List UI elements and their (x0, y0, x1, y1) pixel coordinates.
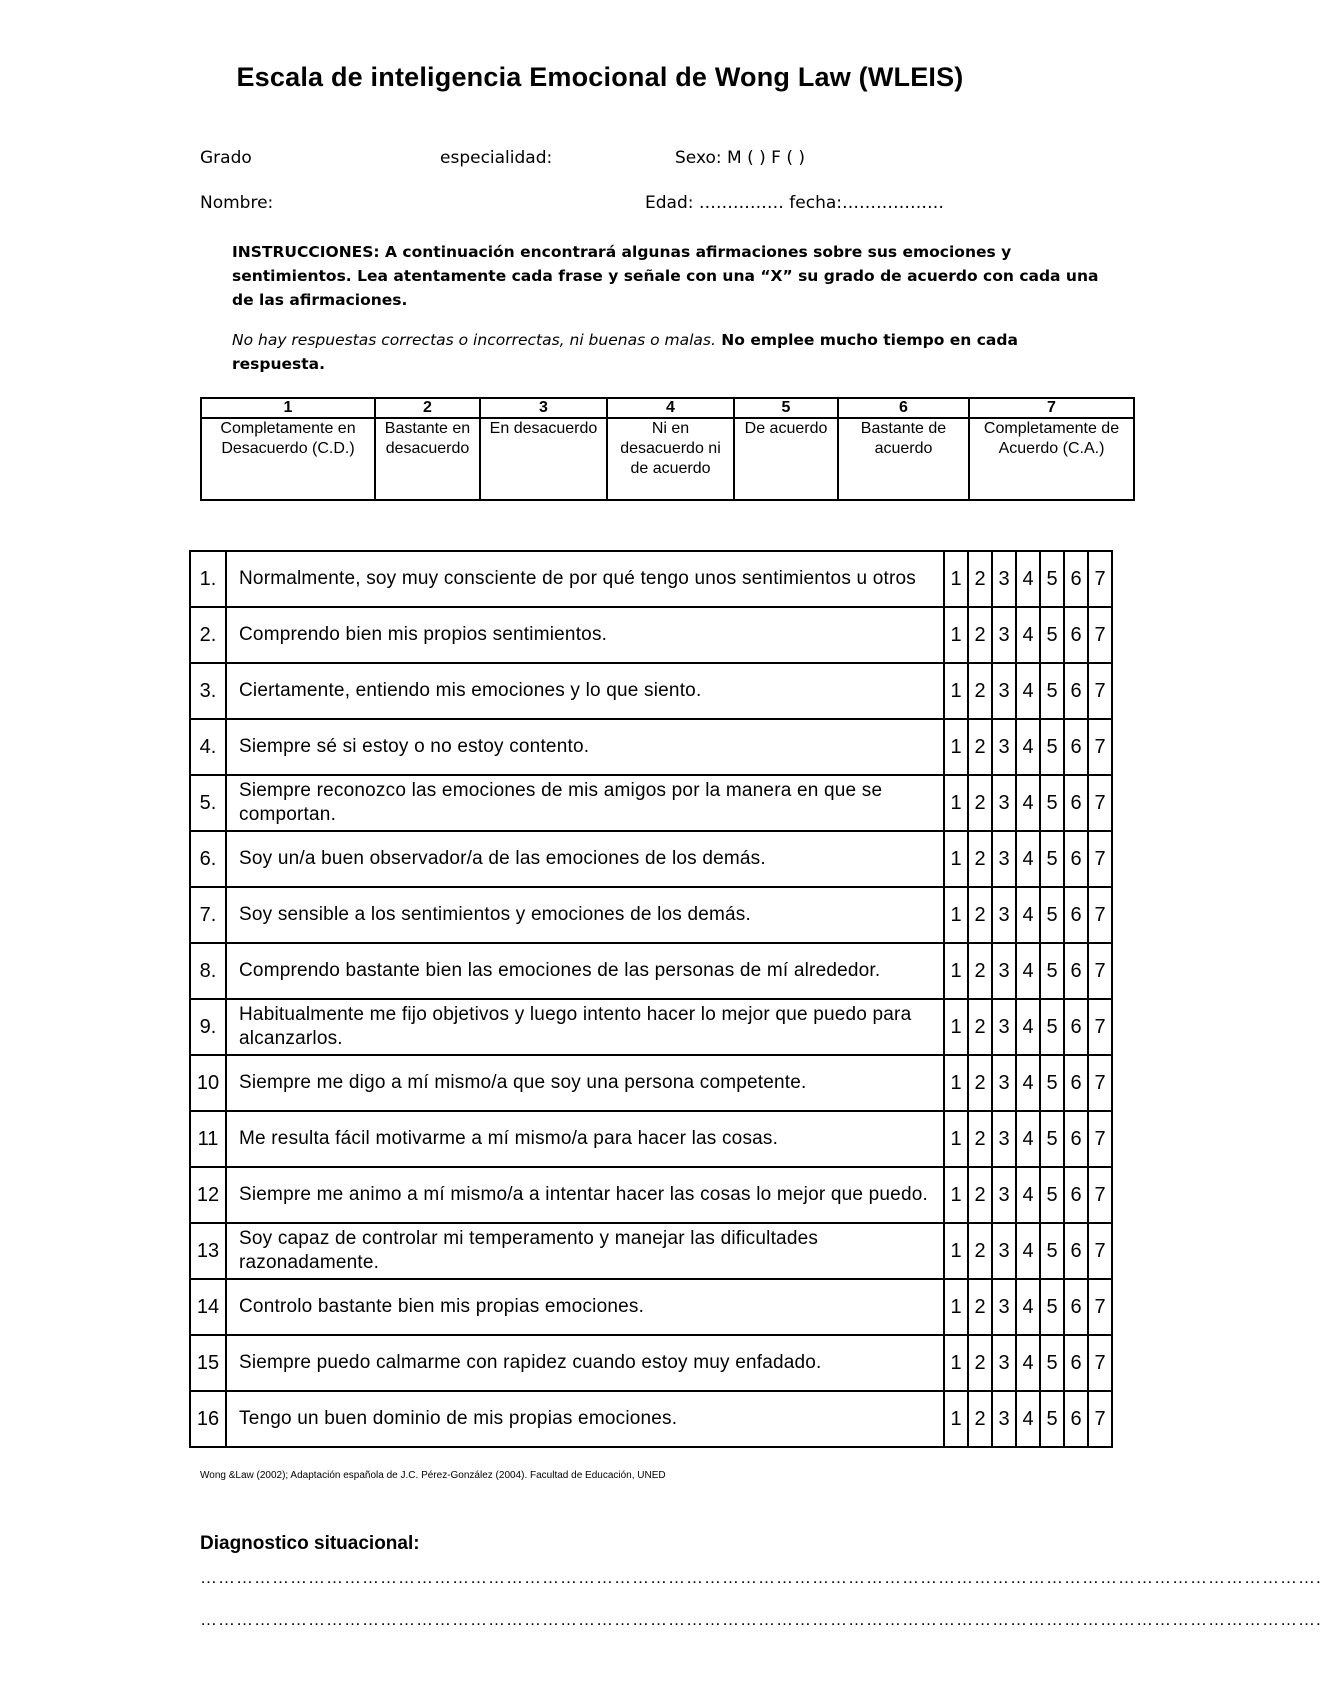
item-option-3[interactable]: 3 (992, 1335, 1016, 1391)
item-text: Habitualmente me fijo objetivos y luego intento hacer lo mejor que puedo para alcanzarlos. (226, 999, 944, 1055)
item-row (190, 1335, 1112, 1391)
item-option-1[interactable]: 1 (944, 1167, 968, 1223)
item-option-2[interactable]: 2 (968, 1055, 992, 1111)
item-option-1[interactable]: 1 (944, 663, 968, 719)
item-option-7[interactable]: 7 (1088, 1111, 1112, 1167)
item-option-7[interactable]: 7 (1088, 775, 1112, 831)
item-option-5[interactable]: 5 (1040, 663, 1064, 719)
item-text: Siempre me animo a mí mismo/a a intentar hacer las cosas lo mejor que puedo. (226, 1167, 944, 1223)
item-option-7[interactable]: 7 (1088, 1167, 1112, 1223)
item-number-cell (190, 719, 226, 775)
item-option-4[interactable]: 4 (1016, 1391, 1040, 1447)
item-text: Siempre reconozco las emociones de mis amigos por la manera en que se comportan. (226, 775, 944, 831)
scale-label: Ni en desacuerdo ni de acuerdo (607, 418, 734, 500)
item-option-1[interactable]: 1 (944, 1335, 968, 1391)
item-option-5[interactable]: 5 (1040, 831, 1064, 887)
item-option-2[interactable]: 2 (968, 887, 992, 943)
item-text: Comprendo bastante bien las emociones de las personas de mí alrededor. (226, 943, 944, 999)
item-option-6[interactable]: 6 (1064, 1111, 1088, 1167)
item-option-6[interactable]: 6 (1064, 719, 1088, 775)
item-text: Soy sensible a los sentimientos y emociones de los demás. (226, 887, 944, 943)
item-option-1[interactable]: 1 (944, 1055, 968, 1111)
item-option-2[interactable]: 2 (968, 1167, 992, 1223)
item-row (190, 1391, 1112, 1447)
item-number: 16 (196, 1408, 220, 1430)
grado-label: Grado (200, 148, 252, 168)
item-text: Comprendo bien mis propios sentimientos. (226, 607, 944, 663)
item-row (190, 1111, 1112, 1167)
item-number: 12 (196, 1184, 220, 1206)
item-number-cell (190, 831, 226, 887)
item-option-3[interactable]: 3 (992, 1167, 1016, 1223)
item-option-1[interactable]: 1 (944, 1111, 968, 1167)
item-option-1[interactable]: 1 (944, 719, 968, 775)
item-option-1[interactable]: 1 (944, 551, 968, 607)
items-body (190, 551, 1112, 1447)
item-option-5[interactable]: 5 (1040, 1111, 1064, 1167)
diagnostico-line-1[interactable]: ……………………………………………………………………………………………………………………………………………………………………. (200, 1568, 1322, 1587)
item-option-5[interactable]: 5 (1040, 887, 1064, 943)
item-number-cell (190, 1391, 226, 1447)
item-option-1[interactable]: 1 (944, 1279, 968, 1335)
item-option-7[interactable]: 7 (1088, 999, 1112, 1055)
item-number-cell (190, 607, 226, 663)
item-number-cell (190, 1111, 226, 1167)
item-number-cell (190, 1335, 226, 1391)
sexo-label: Sexo: M ( ) F ( ) (675, 148, 806, 168)
item-number: 13 (196, 1240, 220, 1262)
item-row (190, 943, 1112, 999)
item-option-4[interactable]: 4 (1016, 943, 1040, 999)
instructions-lead: INSTRUCCIONES: (232, 243, 380, 261)
item-option-4[interactable]: 4 (1016, 1167, 1040, 1223)
item-option-2[interactable]: 2 (968, 1111, 992, 1167)
item-text: Controlo bastante bien mis propias emociones. (226, 1279, 944, 1335)
item-option-4[interactable]: 4 (1016, 719, 1040, 775)
item-option-6[interactable]: 6 (1064, 1391, 1088, 1447)
item-text: Siempre me digo a mí mismo/a que soy una persona competente. (226, 1055, 944, 1111)
item-row (190, 719, 1112, 775)
item-row (190, 607, 1112, 663)
item-option-5[interactable]: 5 (1040, 551, 1064, 607)
item-number-cell (190, 1223, 226, 1279)
nombre-label: Nombre: (200, 193, 274, 213)
scale-label: Bastante de acuerdo (838, 418, 969, 500)
item-option-1[interactable]: 1 (944, 1223, 968, 1279)
item-option-6[interactable]: 6 (1064, 831, 1088, 887)
item-option-2[interactable]: 2 (968, 1223, 992, 1279)
item-option-4[interactable]: 4 (1016, 1279, 1040, 1335)
diagnostico-line-2[interactable]: ……………………………………………………………………………………………………………………………………………………………………. (200, 1610, 1322, 1629)
scale-num: 6 (838, 398, 969, 418)
item-option-1[interactable]: 1 (944, 831, 968, 887)
item-number: 5. (199, 792, 217, 814)
item-option-7[interactable]: 7 (1088, 887, 1112, 943)
item-number: 4. (199, 736, 217, 758)
item-option-4[interactable]: 4 (1016, 831, 1040, 887)
item-option-6[interactable]: 6 (1064, 1167, 1088, 1223)
item-number: 7. (199, 904, 217, 926)
item-option-3[interactable]: 3 (992, 1223, 1016, 1279)
scale-num: 2 (375, 398, 480, 418)
item-number: 3. (199, 680, 217, 702)
item-option-6[interactable]: 6 (1064, 1223, 1088, 1279)
item-row (190, 775, 1112, 831)
item-option-6[interactable]: 6 (1064, 1279, 1088, 1335)
item-option-6[interactable]: 6 (1064, 663, 1088, 719)
item-row (190, 1167, 1112, 1223)
item-text: Normalmente, soy muy consciente de por qué tengo unos sentimientos u otros (226, 551, 944, 607)
item-option-5[interactable]: 5 (1040, 1055, 1064, 1111)
item-option-2[interactable]: 2 (968, 1279, 992, 1335)
item-option-7[interactable]: 7 (1088, 1055, 1112, 1111)
item-number: 10 (196, 1072, 220, 1094)
item-number-cell (190, 1279, 226, 1335)
item-number: 1. (199, 568, 217, 590)
item-option-2[interactable]: 2 (968, 999, 992, 1055)
item-option-5[interactable]: 5 (1040, 999, 1064, 1055)
item-row (190, 831, 1112, 887)
scale-num: 4 (607, 398, 734, 418)
item-option-3[interactable]: 3 (992, 719, 1016, 775)
scale-num: 5 (734, 398, 838, 418)
item-option-2[interactable]: 2 (968, 719, 992, 775)
item-option-4[interactable]: 4 (1016, 663, 1040, 719)
item-option-6[interactable]: 6 (1064, 775, 1088, 831)
instructions-tail: No emplee mucho tiempo en cada respuesta. (232, 331, 1018, 373)
item-option-3[interactable]: 3 (992, 1055, 1016, 1111)
item-option-4[interactable]: 4 (1016, 887, 1040, 943)
item-option-6[interactable]: 6 (1064, 943, 1088, 999)
scale-num: 3 (480, 398, 607, 418)
item-option-1[interactable]: 1 (944, 999, 968, 1055)
item-text: Me resulta fácil motivarme a mí mismo/a para hacer las cosas. (226, 1111, 944, 1167)
item-text: Soy capaz de controlar mi temperamento y manejar las dificultades razonadamente. (226, 1223, 944, 1279)
instructions (232, 240, 1112, 376)
item-option-2[interactable]: 2 (968, 831, 992, 887)
item-option-6[interactable]: 6 (1064, 1335, 1088, 1391)
item-option-5[interactable]: 5 (1040, 943, 1064, 999)
scale-label: En desacuerdo (480, 418, 607, 500)
item-row (190, 1055, 1112, 1111)
scale-num: 7 (969, 398, 1134, 418)
item-option-7[interactable]: 7 (1088, 831, 1112, 887)
item-number: 2. (199, 624, 217, 646)
item-option-5[interactable]: 5 (1040, 719, 1064, 775)
edad-fecha-label: Edad: …………… fecha:……………… (645, 193, 944, 213)
item-option-5[interactable]: 5 (1040, 607, 1064, 663)
item-option-1[interactable]: 1 (944, 887, 968, 943)
item-option-5[interactable]: 5 (1040, 1391, 1064, 1447)
item-option-2[interactable]: 2 (968, 551, 992, 607)
scale-legend-table (200, 397, 1135, 501)
item-option-5[interactable]: 5 (1040, 1335, 1064, 1391)
item-text: Siempre puedo calmarme con rapidez cuando estoy muy enfadado. (226, 1335, 944, 1391)
item-number-cell (190, 775, 226, 831)
item-option-4[interactable]: 4 (1016, 1111, 1040, 1167)
instructions-note (232, 328, 1112, 376)
item-option-7[interactable]: 7 (1088, 943, 1112, 999)
item-option-4[interactable]: 4 (1016, 1223, 1040, 1279)
item-option-4[interactable]: 4 (1016, 551, 1040, 607)
item-option-3[interactable]: 3 (992, 831, 1016, 887)
item-option-3[interactable]: 3 (992, 607, 1016, 663)
item-option-7[interactable]: 7 (1088, 719, 1112, 775)
item-option-7[interactable]: 7 (1088, 1279, 1112, 1335)
item-option-6[interactable]: 6 (1064, 1055, 1088, 1111)
item-option-7[interactable]: 7 (1088, 551, 1112, 607)
item-option-2[interactable]: 2 (968, 1391, 992, 1447)
item-row (190, 1279, 1112, 1335)
item-number-cell (190, 663, 226, 719)
item-number: 6. (199, 848, 217, 870)
item-option-1[interactable]: 1 (944, 775, 968, 831)
scale-num: 1 (201, 398, 375, 418)
scale-label: Completamente de Acuerdo (C.A.) (969, 418, 1134, 500)
item-text: Ciertamente, entiendo mis emociones y lo que siento. (226, 663, 944, 719)
scale-label: De acuerdo (734, 418, 838, 500)
scale-label: Bastante en desacuerdo (375, 418, 480, 500)
item-option-5[interactable]: 5 (1040, 1167, 1064, 1223)
item-option-6[interactable]: 6 (1064, 887, 1088, 943)
item-row (190, 551, 1112, 607)
page-title: Escala de inteligencia Emocional de Wong Law (WLEIS) (236, 62, 964, 92)
item-number-cell (190, 943, 226, 999)
item-option-2[interactable]: 2 (968, 607, 992, 663)
item-number-cell (190, 551, 226, 607)
diagnostico-title: Diagnostico situacional: (200, 1533, 420, 1554)
item-number-cell (190, 1055, 226, 1111)
item-option-5[interactable]: 5 (1040, 775, 1064, 831)
item-option-2[interactable]: 2 (968, 943, 992, 999)
item-option-4[interactable]: 4 (1016, 607, 1040, 663)
item-option-2[interactable]: 2 (968, 663, 992, 719)
item-option-3[interactable]: 3 (992, 663, 1016, 719)
item-option-6[interactable]: 6 (1064, 551, 1088, 607)
item-row (190, 1223, 1112, 1279)
item-text: Tengo un buen dominio de mis propias emociones. (226, 1391, 944, 1447)
item-option-7[interactable]: 7 (1088, 607, 1112, 663)
item-option-7[interactable]: 7 (1088, 1223, 1112, 1279)
item-option-7[interactable]: 7 (1088, 663, 1112, 719)
item-option-1[interactable]: 1 (944, 1391, 968, 1447)
scale-number-row (201, 398, 1134, 418)
especialidad-label: especialidad: (440, 148, 553, 168)
item-option-7[interactable]: 7 (1088, 1335, 1112, 1391)
item-option-5[interactable]: 5 (1040, 1279, 1064, 1335)
item-option-3[interactable]: 3 (992, 775, 1016, 831)
instructions-paragraph (232, 240, 1112, 312)
item-number: 11 (197, 1128, 219, 1150)
item-number: 8. (199, 960, 217, 982)
item-option-4[interactable]: 4 (1016, 1335, 1040, 1391)
item-text: Soy un/a buen observador/a de las emociones de los demás. (226, 831, 944, 887)
item-option-3[interactable]: 3 (992, 999, 1016, 1055)
item-option-6[interactable]: 6 (1064, 999, 1088, 1055)
item-option-2[interactable]: 2 (968, 775, 992, 831)
item-number: 9. (199, 1016, 217, 1038)
item-option-1[interactable]: 1 (944, 607, 968, 663)
item-option-3[interactable]: 3 (992, 551, 1016, 607)
item-option-4[interactable]: 4 (1016, 775, 1040, 831)
item-number-cell (190, 887, 226, 943)
item-number-cell (190, 1167, 226, 1223)
item-row (190, 663, 1112, 719)
item-option-2[interactable]: 2 (968, 1335, 992, 1391)
items-table (189, 550, 1113, 1448)
scale-label-row (201, 418, 1134, 500)
item-option-5[interactable]: 5 (1040, 1223, 1064, 1279)
item-option-4[interactable]: 4 (1016, 1055, 1040, 1111)
instructions-text: A continuación encontrará algunas afirmaciones sobre sus emociones y sentimientos. Lea atentamente cada frase y señale con una “X” su grado de acuerdo con cada una de las afirmaciones. (232, 243, 1099, 309)
item-text: Siempre sé si estoy o no estoy contento. (226, 719, 944, 775)
item-number: 15 (196, 1352, 220, 1374)
footnote: Wong &Law (2002); Adaptación española de J.C. Pérez-González (2004). Facultad de Educación, UNED (200, 1470, 666, 1481)
item-option-7[interactable]: 7 (1088, 1391, 1112, 1447)
item-option-3[interactable]: 3 (992, 887, 1016, 943)
item-option-1[interactable]: 1 (944, 943, 968, 999)
scale-label: Completamente en Desacuerdo (C.D.) (201, 418, 375, 500)
item-row (190, 999, 1112, 1055)
item-option-3[interactable]: 3 (992, 943, 1016, 999)
item-option-6[interactable]: 6 (1064, 607, 1088, 663)
item-row (190, 887, 1112, 943)
item-number: 14 (196, 1296, 220, 1318)
instructions-italic: No hay respuestas correctas o incorrectas, ni buenas o malas. (232, 331, 716, 349)
item-option-3[interactable]: 3 (992, 1111, 1016, 1167)
item-option-4[interactable]: 4 (1016, 999, 1040, 1055)
item-option-3[interactable]: 3 (992, 1279, 1016, 1335)
item-option-3[interactable]: 3 (992, 1391, 1016, 1447)
item-number-cell (190, 999, 226, 1055)
